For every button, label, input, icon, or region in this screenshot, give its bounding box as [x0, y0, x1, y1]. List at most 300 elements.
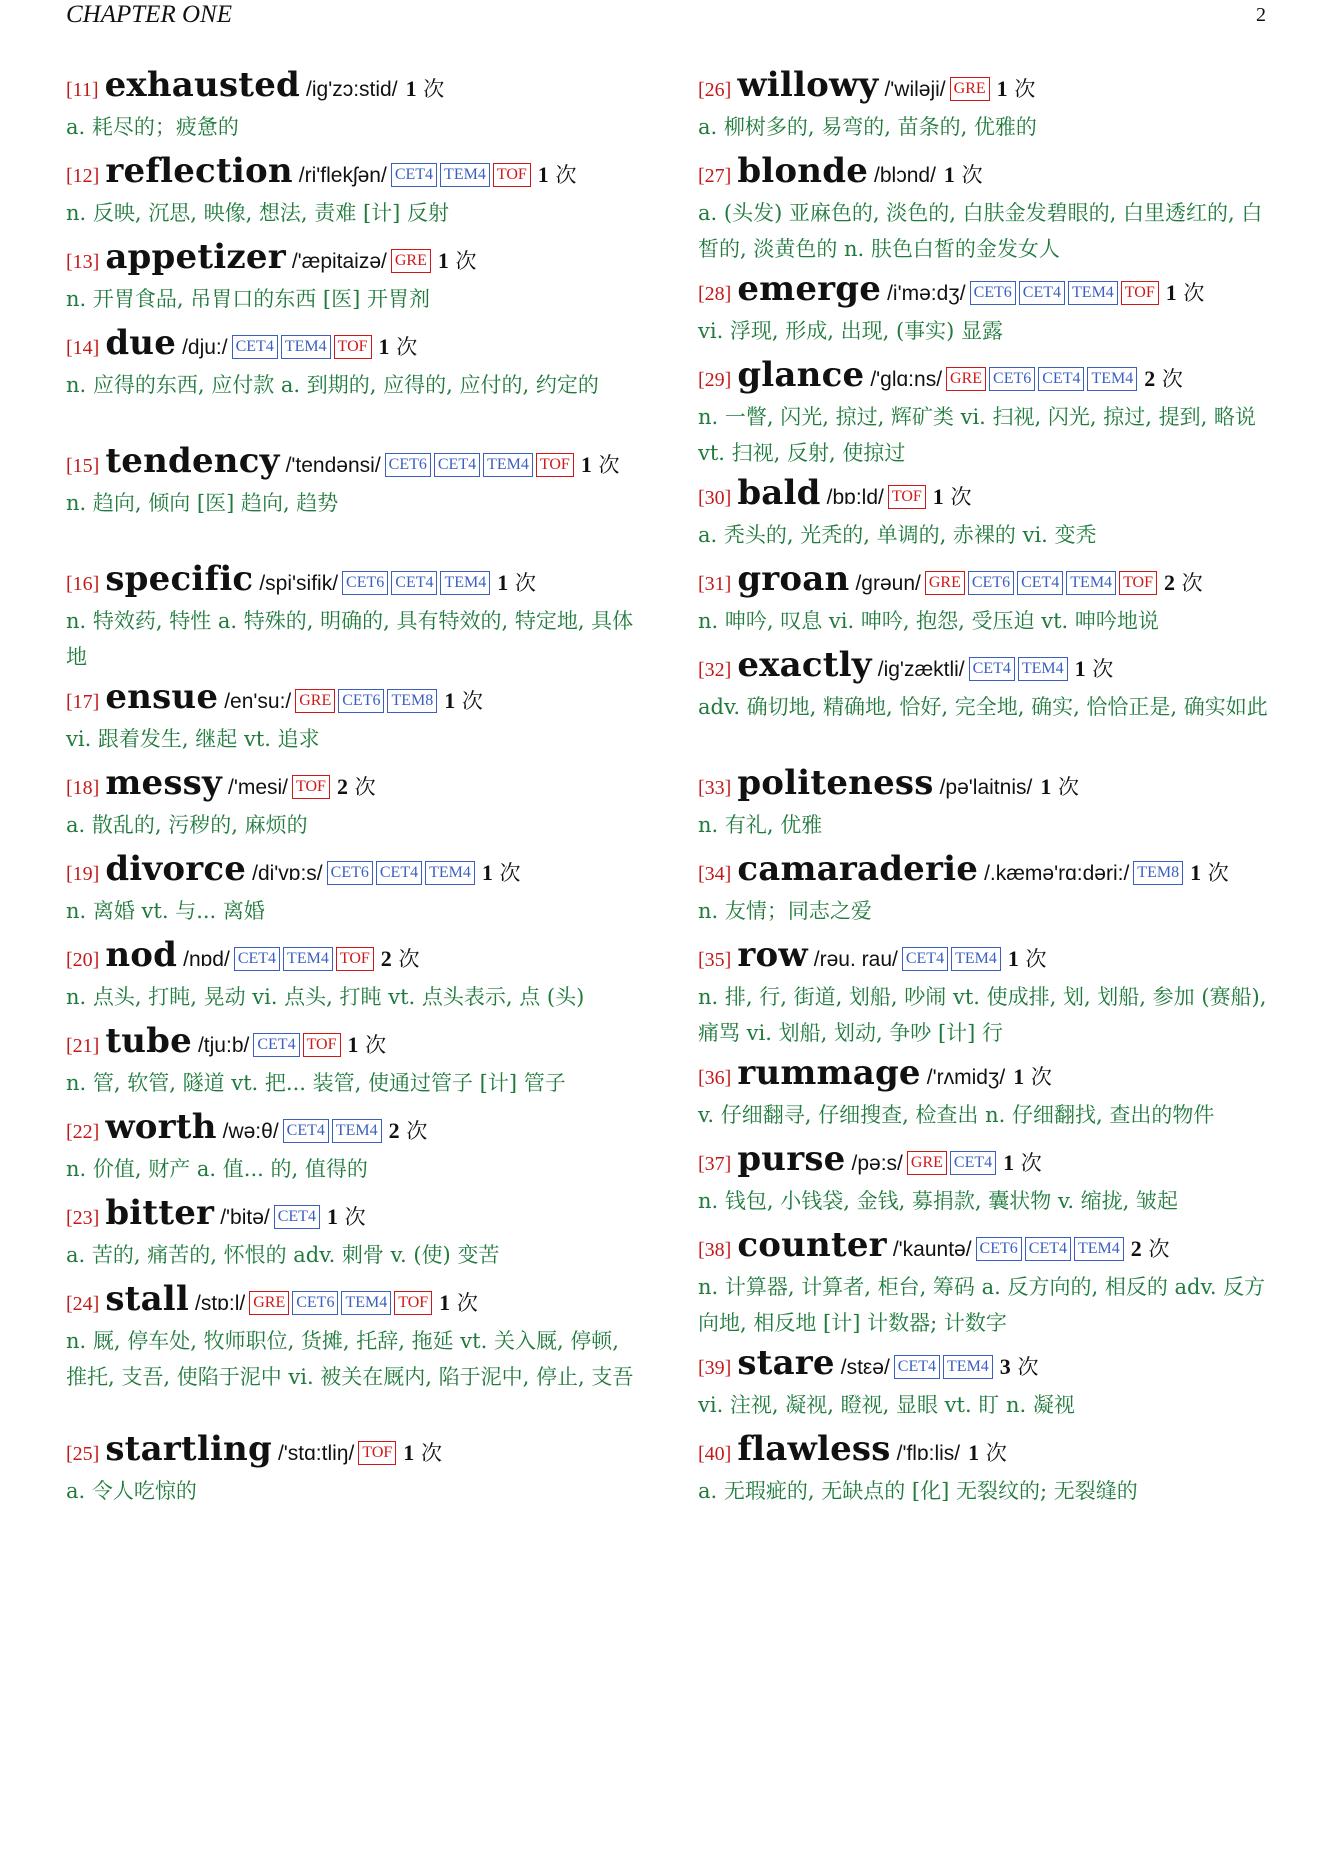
entry-headline: [698, 356, 1268, 399]
entry-count-unit: 次: [1155, 367, 1183, 391]
exam-tag-badge: CET4: [969, 657, 1015, 681]
entry-count: 1: [580, 452, 592, 477]
exam-tag-badge: CET4: [376, 861, 422, 885]
entry-count-unit: 次: [954, 163, 983, 187]
exam-tag-badge: CET4: [902, 947, 948, 971]
entry-index: [31]: [698, 573, 732, 595]
exam-tag-badge: TEM4: [1068, 281, 1118, 305]
entry-headline: [66, 238, 636, 281]
vocab-entry: [698, 560, 1268, 646]
entry-count-unit: 次: [347, 775, 376, 799]
entry-word: glance: [737, 355, 865, 395]
entry-index: [13]: [66, 251, 100, 273]
entry-index: [14]: [66, 337, 100, 359]
entry-count: 1: [968, 1440, 980, 1465]
exam-tag-badge: TEM4: [1018, 657, 1068, 681]
exam-tag-badge: TEM4: [283, 947, 333, 971]
entry-count-unit: 次: [337, 1205, 366, 1229]
vocab-entry: [66, 1108, 636, 1194]
entry-definition: v. 仔细翻寻, 仔细搜查, 检查出 n. 仔细翻找, 查出的物件: [698, 1103, 1215, 1127]
vocab-entry: [66, 560, 636, 678]
vocab-entry: [66, 1430, 636, 1516]
exam-tag-badge: GRE: [391, 249, 431, 273]
exam-tag-badge: TOF: [493, 163, 531, 187]
entry-count: 1: [481, 860, 493, 885]
entry-count: 1: [444, 688, 456, 713]
entry-pronunciation: /i'mə:dʒ/: [887, 282, 966, 305]
entry-count: 2: [1144, 366, 1156, 391]
entry-count-unit: 次: [1176, 281, 1205, 305]
entry-index: [25]: [66, 1443, 100, 1465]
entry-count: 1: [932, 484, 944, 509]
exam-tag-badge: CET4: [283, 1119, 329, 1143]
exam-tag-badge: TEM8: [1133, 861, 1183, 885]
entry-pronunciation: /grəun/: [855, 572, 921, 595]
exam-tag-badge: GRE: [907, 1151, 947, 1175]
entry-count-unit: 次: [591, 453, 620, 477]
entry-count: 1: [378, 334, 390, 359]
entry-word: messy: [105, 763, 222, 803]
entry-count: 1: [347, 1032, 359, 1057]
vocab-entry: [66, 678, 636, 764]
entry-word: startling: [105, 1429, 272, 1469]
entry-headline: [66, 850, 636, 893]
entry-index: [23]: [66, 1207, 100, 1229]
vocab-entry: [698, 1054, 1268, 1140]
entry-headline: [698, 1226, 1268, 1269]
entry-headline: [698, 474, 1268, 517]
entry-word: stall: [105, 1279, 190, 1319]
entry-count: 2: [380, 946, 392, 971]
vocab-entry: [698, 1140, 1268, 1226]
entry-headline: [698, 66, 1268, 109]
entry-definition: n. 厩, 停车处, 牧师职位, 货摊, 托辞, 拖延 vt. 关入厩, 停顿, 推托, 支吾, 使陷于泥中 vi. 被关在厩内, 陷于泥中, 停止, 支吾: [66, 1329, 634, 1389]
entry-index: [11]: [66, 79, 99, 101]
entry-pronunciation: /'kauntə/: [892, 1238, 972, 1261]
entry-count: 1: [1013, 1064, 1025, 1089]
entry-index: [12]: [66, 165, 100, 187]
entry-pronunciation: /'flɒ:lis/: [896, 1442, 961, 1465]
entry-word: exactly: [737, 645, 872, 685]
entry-definition: n. 钱包, 小钱袋, 金钱, 募捐款, 囊状物 v. 缩拢, 皱起: [698, 1189, 1179, 1213]
entry-pronunciation: /'stɑ:tliŋ/: [277, 1442, 355, 1465]
entry-headline: [698, 270, 1268, 313]
entry-word: willowy: [737, 65, 879, 105]
exam-tag-badge: TEM8: [387, 689, 437, 713]
entry-count-unit: 次: [414, 1441, 442, 1465]
entry-headline: [66, 324, 636, 367]
entry-definition: n. 开胃食品, 吊胃口的东西 [医] 开胃剂: [66, 287, 430, 311]
entry-definition: n. 友情；同志之爱: [698, 899, 872, 923]
entry-word: groan: [737, 559, 850, 599]
exam-tag-badge: CET4: [894, 1355, 940, 1379]
entry-definition: n. 点头, 打盹, 晃动 vi. 点头, 打盹 vt. 点头表示, 点 (头): [66, 985, 585, 1009]
entry-word: due: [105, 323, 177, 363]
entry-definition: vi. 注视, 凝视, 瞪视, 显眼 vt. 盯 n. 凝视: [698, 1393, 1075, 1417]
entry-definition: n. 应得的东西, 应付款 a. 到期的, 应得的, 应付的, 约定的: [66, 373, 599, 397]
entry-index: [16]: [66, 573, 100, 595]
entry-word: tube: [105, 1021, 192, 1061]
exam-tag-badge: TOF: [888, 485, 926, 509]
exam-tag-badge: TEM4: [281, 335, 331, 359]
exam-tag-badge: TEM4: [951, 947, 1001, 971]
exam-tag-badge: TEM4: [1066, 571, 1116, 595]
entry-pronunciation: /ig'zɔ:stid/: [306, 78, 398, 101]
exam-tag-badge: CET4: [1038, 367, 1084, 391]
entry-pronunciation: /stɒ:l/: [195, 1292, 246, 1315]
vocab-entry: [698, 1226, 1268, 1344]
entry-count: 1: [439, 1290, 451, 1315]
entry-word: exhausted: [104, 65, 301, 105]
vocab-entry: [66, 324, 636, 442]
exam-tag-badge: CET6: [968, 571, 1014, 595]
entry-count: 1: [943, 162, 955, 187]
vocab-entry: [698, 850, 1268, 936]
entry-definition: a. 柳树多的, 易弯的, 苗条的, 优雅的: [698, 115, 1037, 139]
entry-word: appetizer: [105, 237, 286, 277]
entry-pronunciation: /nɒd/: [183, 948, 230, 971]
entry-count-unit: 次: [979, 1441, 1007, 1465]
entry-count-unit: 次: [1175, 571, 1203, 595]
vocab-entry: [66, 1280, 636, 1430]
vocab-entry: [698, 356, 1268, 474]
entry-count: 1: [1190, 860, 1202, 885]
entry-definition: n. 一瞥, 闪光, 掠过, 辉矿类 vi. 扫视, 闪光, 掠过, 提到, 略说 vt. 扫视, 反射, 使掠过: [698, 405, 1256, 465]
entry-word: rummage: [737, 1053, 921, 1093]
vocab-entry: [66, 238, 636, 324]
exam-tag-badge: TEM4: [440, 163, 490, 187]
entry-headline: [66, 66, 636, 109]
entry-word: nod: [105, 935, 178, 975]
page-number: 2: [1256, 3, 1266, 26]
entry-count-unit: 次: [448, 249, 477, 273]
entry-index: [35]: [698, 949, 732, 971]
vocab-entry: [66, 936, 636, 1022]
entry-pronunciation: /'wiləji/: [884, 78, 946, 101]
exam-tag-badge: CET4: [391, 163, 437, 187]
page-header: [66, 0, 1266, 30]
exam-tag-badge: CET4: [1019, 281, 1065, 305]
exam-tag-badge: CET4: [253, 1033, 299, 1057]
entry-definition: a. 散乱的, 污秽的, 麻烦的: [66, 813, 308, 837]
vocab-entry: [698, 1430, 1268, 1516]
entry-definition: n. 价值, 财产 a. 值... 的, 值得的: [66, 1157, 368, 1181]
entry-pronunciation: /di'vɒ:s/: [252, 862, 323, 885]
entry-headline: [66, 1194, 636, 1237]
exam-tag-badge: GRE: [295, 689, 335, 713]
exam-tag-badge: TEM4: [1074, 1237, 1124, 1261]
exam-tag-badge: CET6: [327, 861, 373, 885]
entry-index: [38]: [698, 1239, 732, 1261]
vocab-entry: [66, 66, 636, 152]
entry-index: [34]: [698, 863, 732, 885]
entry-pronunciation: /'bitə/: [220, 1206, 270, 1229]
exam-tag-badge: CET4: [1025, 1237, 1071, 1261]
entry-word: reflection: [105, 151, 293, 191]
exam-tag-badge: GRE: [249, 1291, 289, 1315]
exam-tag-badge: CET4: [1017, 571, 1063, 595]
entry-pronunciation: /tju:b/: [197, 1034, 250, 1057]
vocab-entry: [66, 442, 636, 560]
exam-tag-badge: TOF: [334, 335, 372, 359]
entry-count-unit: 次: [943, 485, 972, 509]
entry-count: 1: [405, 76, 417, 101]
exam-tag-badge: CET6: [338, 689, 384, 713]
exam-tag-badge: CET4: [232, 335, 278, 359]
entry-headline: [66, 1022, 636, 1065]
entry-word: worth: [105, 1107, 217, 1147]
exam-tag-badge: TEM4: [425, 861, 475, 885]
entry-definition: a. 无瑕疵的, 无缺点的 [化] 无裂纹的; 无裂缝的: [698, 1479, 1138, 1503]
entry-headline: [66, 936, 636, 979]
entry-definition: vi. 浮现, 形成, 出现, (事实) 显露: [698, 319, 1004, 343]
entry-definition: a. 秃头的, 光秃的, 单调的, 赤裸的 vi. 变秃: [698, 523, 1097, 547]
exam-tag-badge: TEM4: [1087, 367, 1137, 391]
entry-headline: [698, 936, 1268, 979]
entry-count-unit: 次: [492, 861, 521, 885]
entry-index: [36]: [698, 1067, 732, 1089]
entry-index: [29]: [698, 369, 732, 391]
entry-definition: a. (头发) 亚麻色的, 淡色的, 白肤金发碧眼的, 白里透红的, 白皙的, 淡黄色的 n. 肤色白皙的金发女人: [698, 201, 1263, 261]
entry-definition: a. 令人吃惊的: [66, 1479, 197, 1503]
exam-tag-badge: CET6: [970, 281, 1016, 305]
entry-count-unit: 次: [1141, 1237, 1170, 1261]
entry-definition: n. 有礼, 优雅: [698, 813, 823, 837]
entry-count-unit: 次: [1201, 861, 1229, 885]
entry-headline: [66, 560, 636, 603]
entry-count-unit: 次: [1085, 657, 1114, 681]
entry-count: 1: [1165, 280, 1177, 305]
exam-tag-badge: CET4: [434, 453, 480, 477]
entry-count-unit: 次: [548, 163, 577, 187]
entry-index: [32]: [698, 659, 732, 681]
vocab-entry: [698, 152, 1268, 270]
entry-word: stare: [737, 1343, 835, 1383]
entry-definition: a. 耗尽的；疲惫的: [66, 115, 239, 139]
entry-pronunciation: /rəu. rau/: [813, 948, 898, 971]
entry-count-unit: 次: [1024, 1065, 1052, 1089]
entry-index: [22]: [66, 1121, 100, 1143]
entry-count: 1: [1040, 774, 1052, 799]
exam-tag-badge: TEM4: [483, 453, 533, 477]
entry-count: 2: [1130, 1236, 1142, 1261]
entry-word: bitter: [105, 1193, 215, 1233]
entry-definition: adv. 确切地, 精确地, 恰好, 完全地, 确实, 恰恰正是, 确实如此: [698, 695, 1268, 719]
exam-tag-badge: TEM4: [943, 1355, 993, 1379]
entry-word: camaraderie: [737, 849, 979, 889]
entry-index: [40]: [698, 1443, 732, 1465]
vocab-entry: [698, 474, 1268, 560]
entry-definition: n. 呻吟, 叹息 vi. 呻吟, 抱怨, 受压迫 vt. 呻吟地说: [698, 609, 1159, 633]
exam-tag-badge: TOF: [303, 1033, 341, 1057]
exam-tag-badge: TEM4: [341, 1291, 391, 1315]
entry-headline: [66, 152, 636, 195]
entry-pronunciation: /ri'flekʃən/: [298, 164, 387, 187]
entry-pronunciation: /spi'sifik/: [259, 572, 339, 595]
entry-definition: n. 管, 软管, 隧道 vt. 把... 装管, 使通过管子 [计] 管子: [66, 1071, 566, 1095]
entry-headline: [698, 850, 1268, 893]
entry-pronunciation: /'glɑ:ns/: [870, 368, 943, 391]
entry-index: [17]: [66, 691, 100, 713]
entry-headline: [66, 764, 636, 807]
entry-pronunciation: /en'su:/: [224, 690, 292, 713]
vocab-entry: [698, 270, 1268, 356]
exam-tag-badge: CET6: [989, 367, 1035, 391]
entry-count: 3: [999, 1354, 1011, 1379]
exam-tag-badge: GRE: [925, 571, 965, 595]
entry-pronunciation: /'mesi/: [227, 776, 289, 799]
entry-count-unit: 次: [389, 335, 418, 359]
entry-index: [33]: [698, 777, 732, 799]
entry-count: 2: [388, 1118, 400, 1143]
entry-count: 2: [336, 774, 348, 799]
entry-definition: n. 趋向, 倾向 [医] 趋向, 趋势: [66, 491, 339, 515]
entry-pronunciation: /pə:s/: [851, 1152, 903, 1175]
entry-count: 1: [326, 1204, 338, 1229]
entry-pronunciation: /.kæmə'rɑ:dəri:/: [984, 862, 1130, 885]
entry-index: [19]: [66, 863, 100, 885]
vocab-entry: [66, 1022, 636, 1108]
entry-index: [24]: [66, 1293, 100, 1315]
entry-pronunciation: /'rʌmidʒ/: [926, 1066, 1006, 1089]
entry-index: [27]: [698, 165, 732, 187]
entry-word: ensue: [105, 677, 219, 717]
entry-headline: [698, 1344, 1268, 1387]
exam-tag-badge: CET6: [976, 1237, 1022, 1261]
right-column: [698, 66, 1268, 1516]
entry-word: tendency: [105, 441, 280, 481]
entry-headline: [698, 764, 1268, 807]
entry-count-unit: 次: [1051, 775, 1080, 799]
entry-headline: [66, 678, 636, 721]
exam-tag-badge: TOF: [292, 775, 330, 799]
entry-word: purse: [737, 1139, 846, 1179]
entry-definition: n. 计算器, 计算者, 柜台, 筹码 a. 反方向的, 相反的 adv. 反方向地, 相反地 [计] 计数器; 计数字: [698, 1275, 1266, 1335]
entry-index: [15]: [66, 455, 100, 477]
chapter-title: CHAPTER ONE: [66, 1, 232, 28]
entry-index: [28]: [698, 283, 732, 305]
exam-tag-badge: CET6: [342, 571, 388, 595]
entry-count: 1: [437, 248, 449, 273]
vocab-entry: [698, 764, 1268, 850]
entry-pronunciation: /'tendənsi/: [285, 454, 381, 477]
entry-count-unit: 次: [416, 77, 445, 101]
vocab-entry: [698, 66, 1268, 152]
entry-index: [37]: [698, 1153, 732, 1175]
entry-headline: [66, 1108, 636, 1151]
entry-index: [26]: [698, 79, 732, 101]
entry-count-unit: 次: [455, 689, 483, 713]
exam-tag-badge: CET4: [391, 571, 437, 595]
entry-pronunciation: /stεə/: [840, 1356, 890, 1379]
entry-headline: [66, 1430, 636, 1473]
vocab-entry: [66, 764, 636, 850]
entry-count-unit: 次: [450, 1291, 478, 1315]
entry-word: counter: [737, 1225, 887, 1265]
entry-count: 1: [1007, 946, 1019, 971]
entry-index: [18]: [66, 777, 100, 799]
entry-word: politeness: [737, 763, 934, 803]
exam-tag-badge: CET6: [385, 453, 431, 477]
entry-count: 1: [537, 162, 549, 187]
exam-tag-badge: TOF: [1121, 281, 1159, 305]
entry-definition: n. 特效药, 特性 a. 特殊的, 明确的, 具有特效的, 特定地, 具体地: [66, 609, 634, 669]
entry-headline: [698, 1430, 1268, 1473]
exam-tag-badge: CET4: [234, 947, 280, 971]
vocab-entry: [698, 646, 1268, 764]
vocab-entry: [66, 850, 636, 936]
entry-count: 1: [996, 76, 1008, 101]
entry-headline: [66, 1280, 636, 1323]
entry-count-unit: 次: [399, 1119, 428, 1143]
entry-count: 1: [497, 570, 509, 595]
exam-tag-badge: CET6: [292, 1291, 338, 1315]
exam-tag-badge: TOF: [336, 947, 374, 971]
entry-word: divorce: [105, 849, 247, 889]
entry-word: specific: [105, 559, 254, 599]
vocab-entry: [66, 152, 636, 238]
entry-count: 1: [1003, 1150, 1015, 1175]
entry-index: [20]: [66, 949, 100, 971]
entry-count-unit: 次: [1007, 77, 1036, 101]
entry-pronunciation: /dju:/: [182, 336, 228, 359]
vocab-entry: [698, 936, 1268, 1054]
entry-count: 1: [1074, 656, 1086, 681]
entry-pronunciation: /wə:θ/: [222, 1120, 279, 1143]
entry-count-unit: 次: [508, 571, 536, 595]
entry-count-unit: 次: [1014, 1151, 1042, 1175]
exam-tag-badge: TOF: [358, 1441, 396, 1465]
exam-tag-badge: GRE: [950, 77, 990, 101]
entry-index: [30]: [698, 487, 732, 509]
exam-tag-badge: TOF: [536, 453, 574, 477]
exam-tag-badge: TEM4: [332, 1119, 382, 1143]
entry-pronunciation: /bɒ:ld/: [826, 486, 884, 509]
entry-word: emerge: [737, 269, 882, 309]
entry-count-unit: 次: [358, 1033, 387, 1057]
exam-tag-badge: CET4: [274, 1205, 320, 1229]
entry-pronunciation: /pə'laitnis/: [939, 776, 1033, 799]
entry-definition: n. 反映, 沉思, 映像, 想法, 责难 [计] 反射: [66, 201, 450, 225]
vocab-entry: [698, 1344, 1268, 1430]
entry-count-unit: 次: [391, 947, 420, 971]
entry-pronunciation: /blɔnd/: [874, 164, 936, 187]
entry-headline: [698, 152, 1268, 195]
entry-count: 1: [403, 1440, 415, 1465]
entry-headline: [698, 1140, 1268, 1183]
exam-tag-badge: TEM4: [440, 571, 490, 595]
left-column: [66, 66, 636, 1516]
entry-index: [39]: [698, 1357, 732, 1379]
exam-tag-badge: TOF: [1119, 571, 1157, 595]
entry-count-unit: 次: [1018, 947, 1047, 971]
entry-pronunciation: /'æpitaizə/: [291, 250, 387, 273]
entry-word: bald: [737, 473, 821, 513]
entry-word: flawless: [737, 1429, 891, 1469]
entry-count-unit: 次: [1010, 1355, 1039, 1379]
entry-headline: [66, 442, 636, 485]
entry-count: 2: [1164, 570, 1175, 595]
exam-tag-badge: GRE: [946, 367, 986, 391]
entry-word: blonde: [737, 151, 869, 191]
entry-headline: [698, 1054, 1268, 1097]
entry-index: [21]: [66, 1035, 100, 1057]
entry-definition: vi. 跟着发生, 继起 vt. 追求: [66, 727, 320, 751]
entry-definition: n. 排, 行, 街道, 划船, 吵闹 vt. 使成排, 划, 划船, 参加 (赛船), 痛骂 vi. 划船, 划动, 争吵 [计] 行: [698, 985, 1267, 1045]
entry-headline: [698, 646, 1268, 689]
entry-definition: a. 苦的, 痛苦的, 怀恨的 adv. 刺骨 v. (使) 变苦: [66, 1243, 500, 1267]
entry-word: row: [737, 935, 808, 975]
